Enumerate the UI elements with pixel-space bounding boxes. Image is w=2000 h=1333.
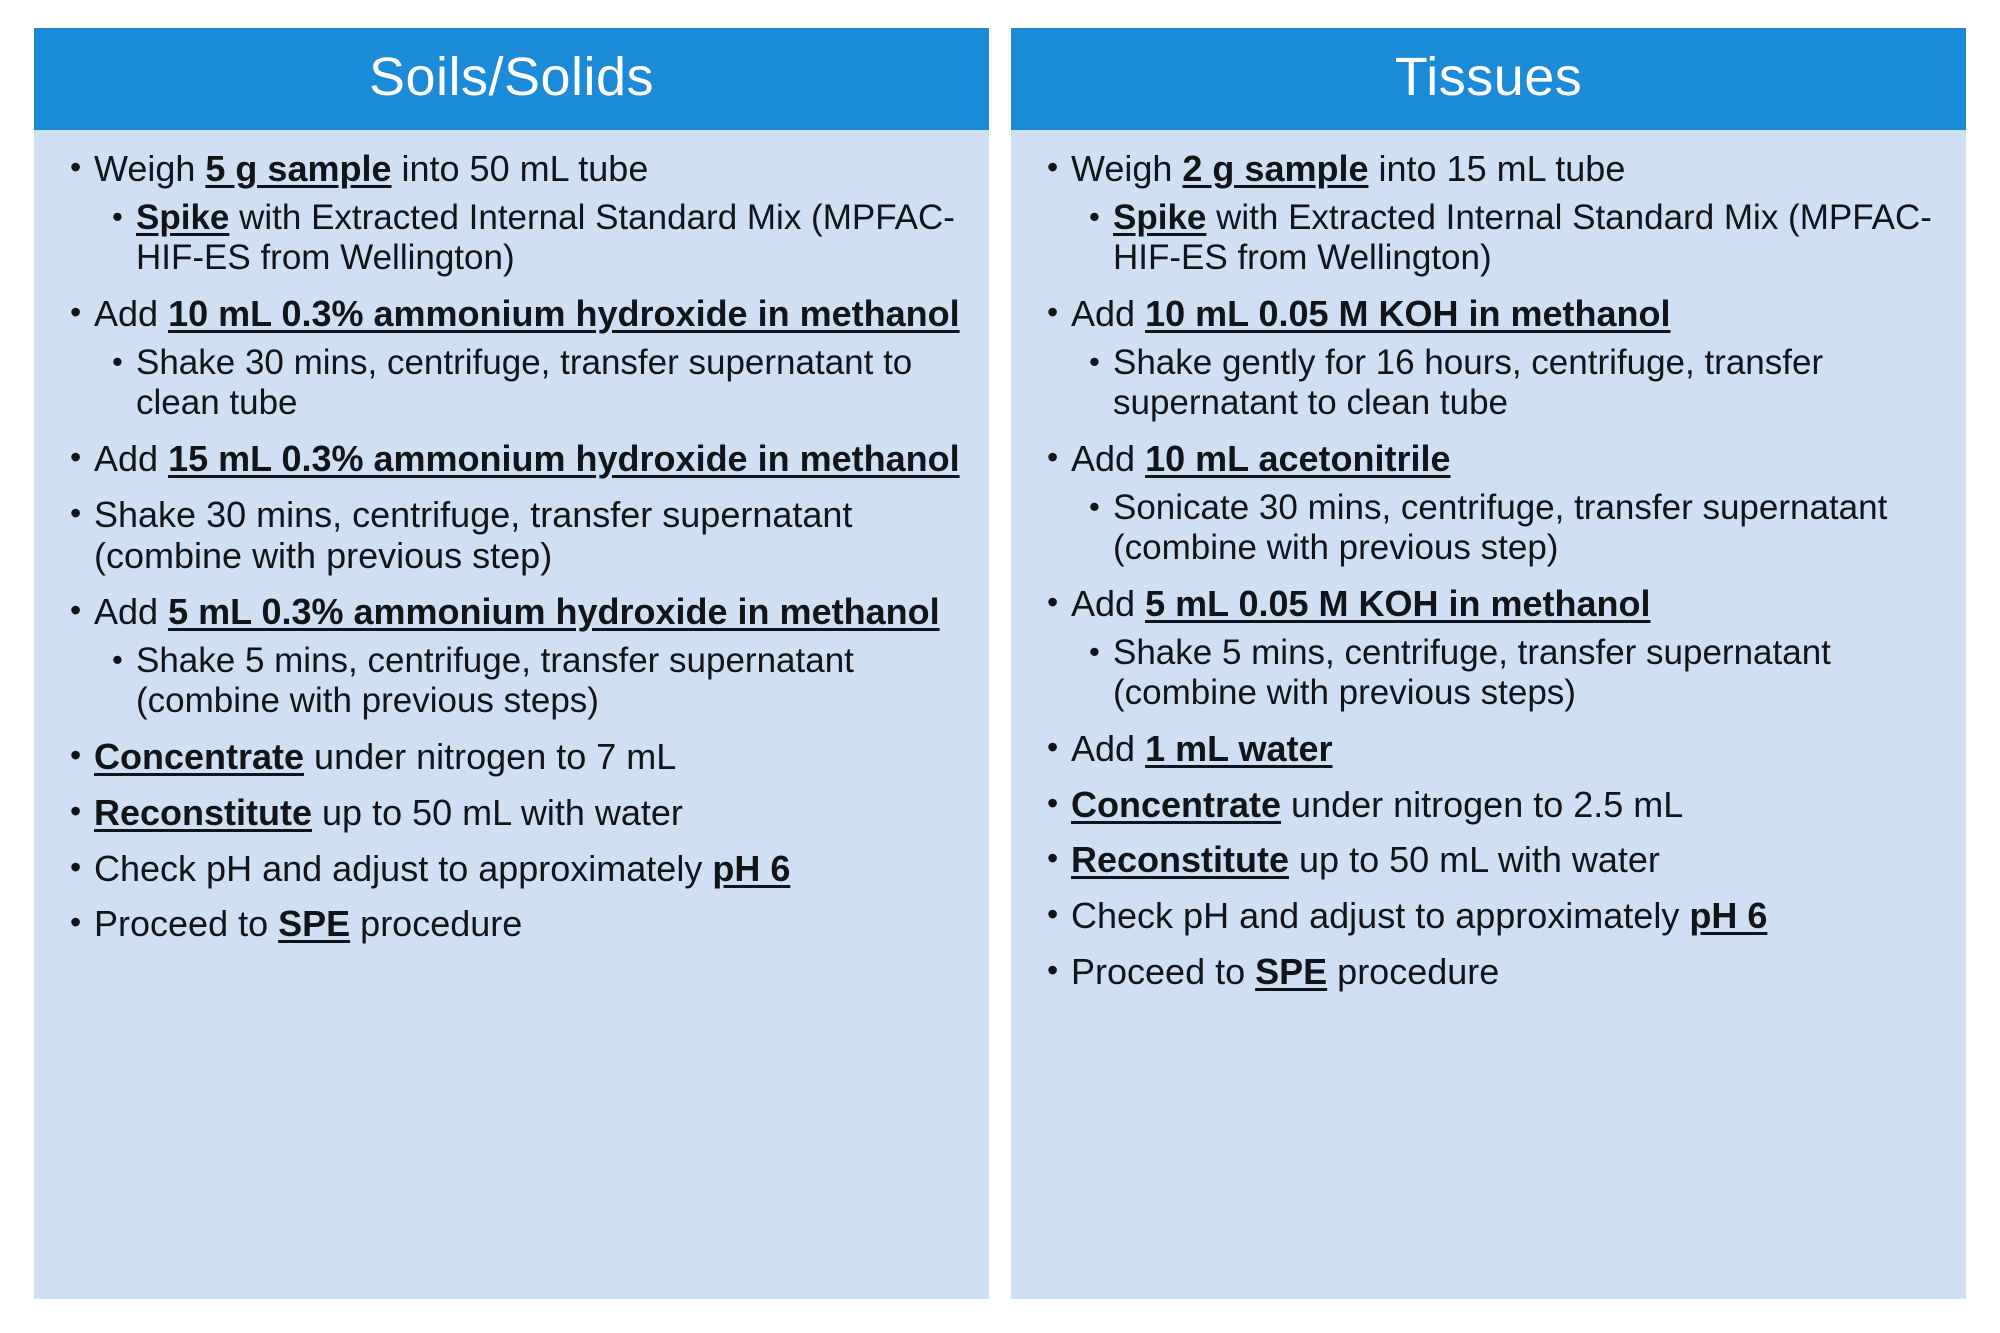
step-line (1071, 293, 1671, 334)
list-item (94, 641, 963, 722)
step-text: with Extracted Internal Standard Mix (MPFAC-HIF-ES from Wellington) (1113, 197, 1932, 278)
step-text: Proceed to (94, 903, 279, 945)
list-item (60, 591, 963, 722)
step-text: Proceed to (1071, 950, 1256, 992)
panel-title-soils-solids: Soils/Solids (34, 28, 989, 130)
step-line (94, 736, 676, 777)
step-line (94, 903, 522, 944)
list-item (94, 198, 963, 279)
list-item (1037, 148, 1940, 279)
step-text: Shake 5 mins, centrifuge, transfer supernatant (combine with previous steps) (136, 640, 854, 721)
list-item (60, 494, 963, 578)
list-item (94, 343, 963, 424)
step-text: Add (1071, 292, 1146, 334)
step-emphasis: 10 mL acetonitrile (1145, 437, 1451, 479)
sub-step-list (1071, 488, 1940, 569)
step-text: Check pH and adjust to approximately (1071, 895, 1690, 936)
step-emphasis: 2 g sample (1182, 148, 1369, 189)
step-emphasis: Reconstitute (1071, 839, 1290, 881)
list-item (1037, 784, 1940, 826)
list-item (60, 792, 963, 834)
step-text: procedure (1327, 950, 1500, 992)
step-list-soils-solids (60, 148, 963, 945)
step-emphasis: pH 6 (1689, 895, 1768, 936)
step-text: Add (94, 591, 169, 633)
panel-body-soils-solids (34, 130, 989, 979)
step-text: Add (1071, 437, 1146, 479)
step-emphasis: 10 mL 0.3% ammonium hydroxide in methanol (168, 292, 960, 334)
list-item (1037, 951, 1940, 993)
step-text: Add (94, 292, 169, 334)
list-item (60, 148, 963, 279)
step-text: Weigh (94, 148, 206, 189)
step-emphasis: SPE (1255, 950, 1328, 992)
step-text: up to 50 mL with water (312, 791, 683, 833)
panel-body-tissues (1011, 130, 1966, 1027)
step-text: up to 50 mL with water (1289, 839, 1660, 881)
sub-step-list (94, 641, 963, 722)
list-item (1037, 583, 1940, 714)
step-emphasis: SPE (278, 903, 351, 945)
panel-tissues (1011, 28, 1966, 1299)
list-item (60, 293, 963, 424)
step-line (1071, 951, 1499, 992)
step-line (1071, 728, 1332, 769)
step-emphasis: 15 mL 0.3% ammonium hydroxide in methanol (168, 437, 960, 479)
step-emphasis: Concentrate (94, 736, 305, 778)
panel-soils-solids (34, 28, 989, 1299)
step-emphasis: 5 mL 0.3% ammonium hydroxide in methanol (168, 591, 940, 633)
list-item (1037, 839, 1940, 881)
step-text: with Extracted Internal Standard Mix (MPFAC-HIF-ES from Wellington) (136, 197, 955, 278)
step-text: Add (1071, 727, 1146, 769)
list-item (60, 848, 963, 890)
step-line (94, 848, 790, 889)
step-text: Sonicate 30 mins, centrifuge, transfer supernatant (combine with previous step) (1113, 487, 1888, 568)
list-item (1071, 198, 1940, 279)
list-item (60, 438, 963, 480)
step-line (94, 591, 940, 632)
step-line (94, 792, 683, 833)
step-text: under nitrogen to 2.5 mL (1281, 783, 1684, 825)
list-item (1071, 343, 1940, 424)
step-text: Shake 5 mins, centrifuge, transfer supernatant (combine with previous steps) (1113, 632, 1831, 713)
step-list-tissues (1037, 148, 1940, 993)
list-item (1037, 293, 1940, 424)
step-text: Add (1071, 582, 1146, 624)
step-text: Weigh (1071, 148, 1183, 189)
sub-step-list (94, 198, 963, 279)
step-line (1071, 839, 1660, 880)
panel-title-tissues: Tissues (1011, 28, 1966, 130)
step-text: Check pH and adjust to approximately (94, 847, 713, 889)
sub-step-list (94, 343, 963, 424)
step-emphasis: Concentrate (1071, 783, 1282, 825)
sub-step-list (1071, 343, 1940, 424)
step-emphasis: 5 mL 0.05 M KOH in methanol (1145, 582, 1651, 624)
step-emphasis: pH 6 (712, 847, 791, 889)
step-emphasis: Spike (1113, 197, 1207, 237)
list-item (60, 903, 963, 945)
sub-step-list (1071, 198, 1940, 279)
step-line (1071, 784, 1683, 825)
step-text: into 50 mL tube (391, 148, 649, 189)
list-item (1037, 895, 1940, 937)
step-line (1071, 148, 1625, 189)
step-emphasis: 5 g sample (205, 148, 392, 189)
list-item (1071, 633, 1940, 714)
step-text: Shake 30 mins, centrifuge, transfer supernatant (combine with previous step) (94, 493, 853, 577)
step-line (94, 494, 852, 577)
step-text: into 15 mL tube (1368, 148, 1626, 189)
step-emphasis: 1 mL water (1145, 727, 1333, 769)
step-line (94, 293, 960, 334)
step-text: Shake gently for 16 hours, centrifuge, transfer supernatant to clean tube (1113, 342, 1824, 423)
step-line (1071, 583, 1651, 624)
step-line (94, 438, 960, 479)
step-text: under nitrogen to 7 mL (304, 736, 677, 778)
step-line (94, 148, 648, 189)
step-text: procedure (350, 903, 523, 945)
step-text: Add (94, 437, 169, 479)
step-line (1071, 438, 1451, 479)
list-item (60, 736, 963, 778)
list-item (1037, 728, 1940, 770)
sub-step-list (1071, 633, 1940, 714)
step-emphasis: Spike (136, 197, 230, 237)
step-line (1071, 895, 1767, 936)
step-emphasis: 10 mL 0.05 M KOH in methanol (1145, 292, 1671, 334)
list-item (1037, 438, 1940, 569)
step-text: Shake 30 mins, centrifuge, transfer supernatant to clean tube (136, 342, 913, 423)
step-emphasis: Reconstitute (94, 791, 313, 833)
list-item (1071, 488, 1940, 569)
